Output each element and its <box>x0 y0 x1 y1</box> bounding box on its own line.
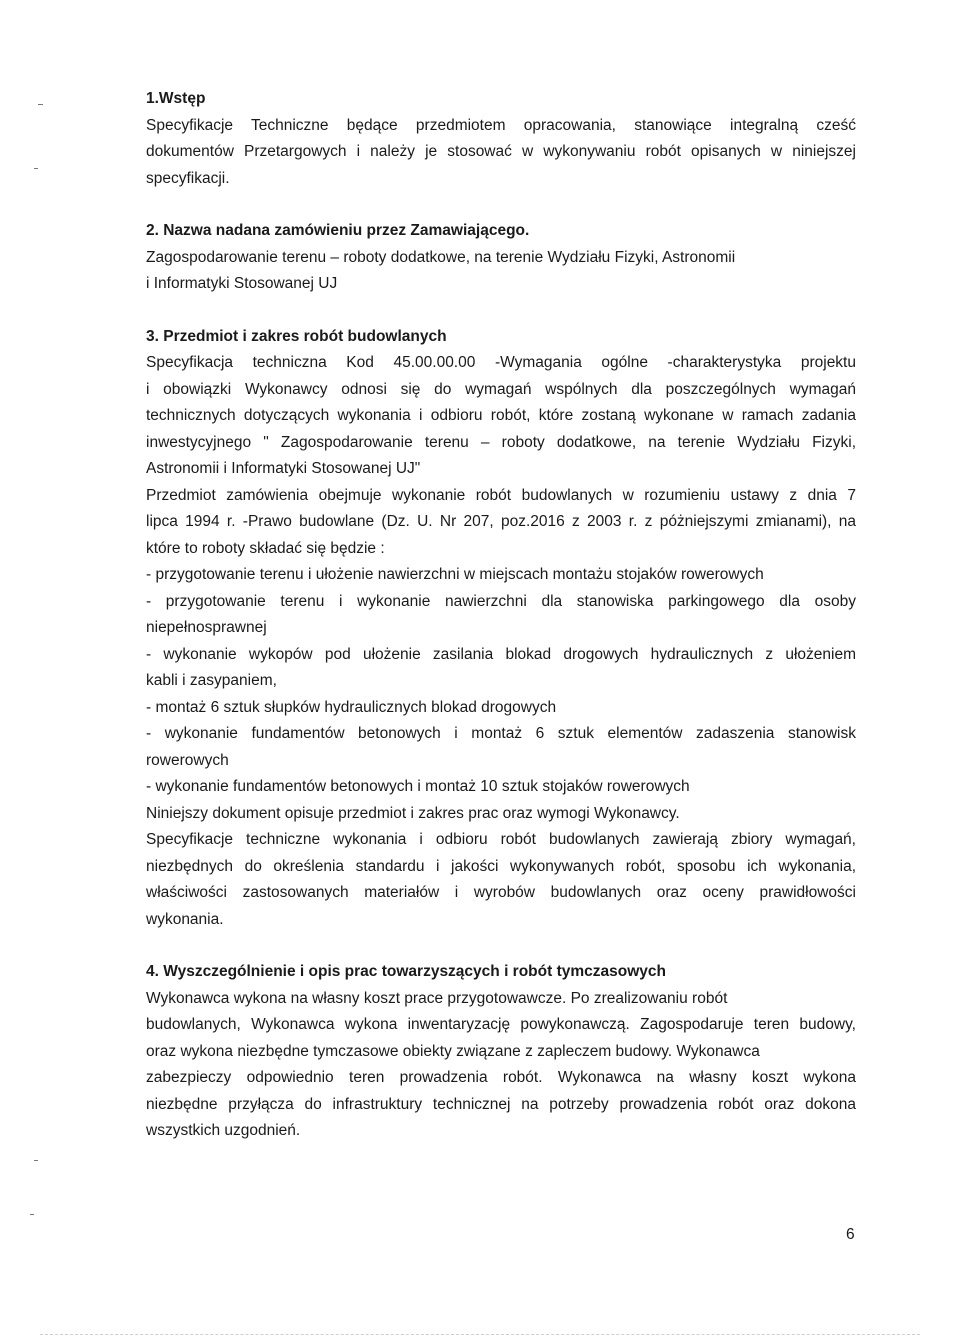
text-line: i obowiązki Wykonawcy odnosi się do wymagań wspólnych dla poszczególnych wymagań <box>146 380 856 398</box>
text-line: wszystkich uzgodnień. <box>146 1122 301 1139</box>
text-line: właściwości zastosowanych materiałów i wyrobów budowlanych oraz oceny prawidłowości <box>146 884 856 901</box>
text-line: niezbędne przyłącza do infrastruktury technicznej na potrzeby prowadzenia robót oraz dokona <box>146 1095 856 1113</box>
text-line: Astronomii i Informatyki Stosowanej UJ" <box>146 460 421 477</box>
text-line: specyfikacji. <box>146 169 230 187</box>
text-line: i Informatyki Stosowanej UJ <box>146 275 338 292</box>
text-line: Niniejszy dokument opisuje przedmiot i zakres prac oraz wymogi Wykonawcy. <box>146 804 680 822</box>
document-body <box>146 86 856 1145</box>
list-item: - wykonanie fundamentów betonowych i montaż 6 sztuk elementów zadaszenia stanowisk <box>146 725 856 742</box>
list-item-continuation: kabli i zasypaniem, <box>146 672 277 689</box>
list-item: - montaż 6 sztuk słupków hydraulicznych blokad drogowych <box>146 698 557 716</box>
scan-speck <box>34 168 38 169</box>
work-items-list <box>146 562 856 801</box>
text-line: Specyfikacje Techniczne będące przedmiotem opracowania, stanowiące integralną cześć <box>146 116 856 134</box>
text-line: wykonania. <box>146 910 224 928</box>
scan-speck <box>30 1214 34 1215</box>
text-line: Wykonawca wykona na własny koszt prace przygotowawcze. Po zrealizowaniu robót <box>146 989 728 1007</box>
section-2-heading: 2. Nazwa nadana zamówieniu przez Zamawiającego. <box>146 222 530 239</box>
text-line: Zagospodarowanie terenu – roboty dodatkowe, na terenie Wydziału Fizyki, Astronomii <box>146 248 736 266</box>
list-item: - przygotowanie terenu i wykonanie nawierzchni dla stanowiska parkingowego dla osoby <box>146 592 856 610</box>
text-line: Specyfikacja techniczna Kod 45.00.00.00 -Wymagania ogólne -charakterystyka projektu <box>146 354 856 371</box>
section-1-heading: 1.Wstęp <box>146 90 206 107</box>
text-line: dokumentów Przetargowych i należy je stosować w wykonywaniu robót opisanych w niniejszej <box>146 143 856 160</box>
list-item: - wykonanie fundamentów betonowych i montaż 10 sztuk stojaków rowerowych <box>146 778 690 795</box>
text-line: Przedmiot zamówienia obejmuje wykonanie robót budowlanych w rozumieniu ustawy z dnia 7 <box>146 486 856 504</box>
scan-speck <box>38 104 43 105</box>
list-item: - wykonanie wykopów pod ułożenie zasilania blokad drogowych hydraulicznych z ułożeniem <box>146 645 856 663</box>
text-line: oraz wykona niezbędne tymczasowe obiekty związane z zapleczem budowy. Wykonawca <box>146 1042 760 1060</box>
text-line: które to roboty składać się będzie : <box>146 539 385 557</box>
list-item: - przygotowanie terenu i ułożenie nawierzchni w miejscach montażu stojaków rowerowych <box>146 566 764 583</box>
text-line: technicznych dotyczących wykonania i odbioru robót, które zostaną wykonane w ramach zadania <box>146 407 856 424</box>
text-line: lipca 1994 r. -Prawo budowlane (Dz. U. Nr 207, poz.2016 z 2003 r. z póżniejszymi zmianami), na <box>146 513 856 530</box>
text-line: Specyfikacje techniczne wykonania i odbioru robót budowlanych zawierają zbiory wymagań, <box>146 831 856 848</box>
section-3-heading: 3. Przedmiot i zakres robót budowlanych <box>146 327 447 345</box>
section-4-heading: 4. Wyszczególnienie i opis prac towarzyszących i robót tymczasowych <box>146 963 666 980</box>
text-line: inwestycyjnego " Zagospodarowanie terenu – roboty dodatkowe, na terenie Wydziału Fizyki, <box>146 433 856 451</box>
list-item-continuation: niepełnosprawnej <box>146 619 267 636</box>
page-number: 6 <box>846 1226 855 1243</box>
text-line: budowlanych, Wykonawca wykona inwentaryzację powykonawczą. Zagospodaruje teren budowy, <box>146 1016 856 1033</box>
scan-speck <box>34 1160 38 1161</box>
list-item-continuation: rowerowych <box>146 751 229 769</box>
scan-edge-line <box>40 1334 920 1335</box>
text-line: zabezpieczy odpowiednio teren prowadzenia robót. Wykonawca na własny koszt wykona <box>146 1069 856 1086</box>
text-line: niezbędnych do określenia standardu i jakości wykonywanych robót, sposobu ich wykonania, <box>146 857 856 875</box>
